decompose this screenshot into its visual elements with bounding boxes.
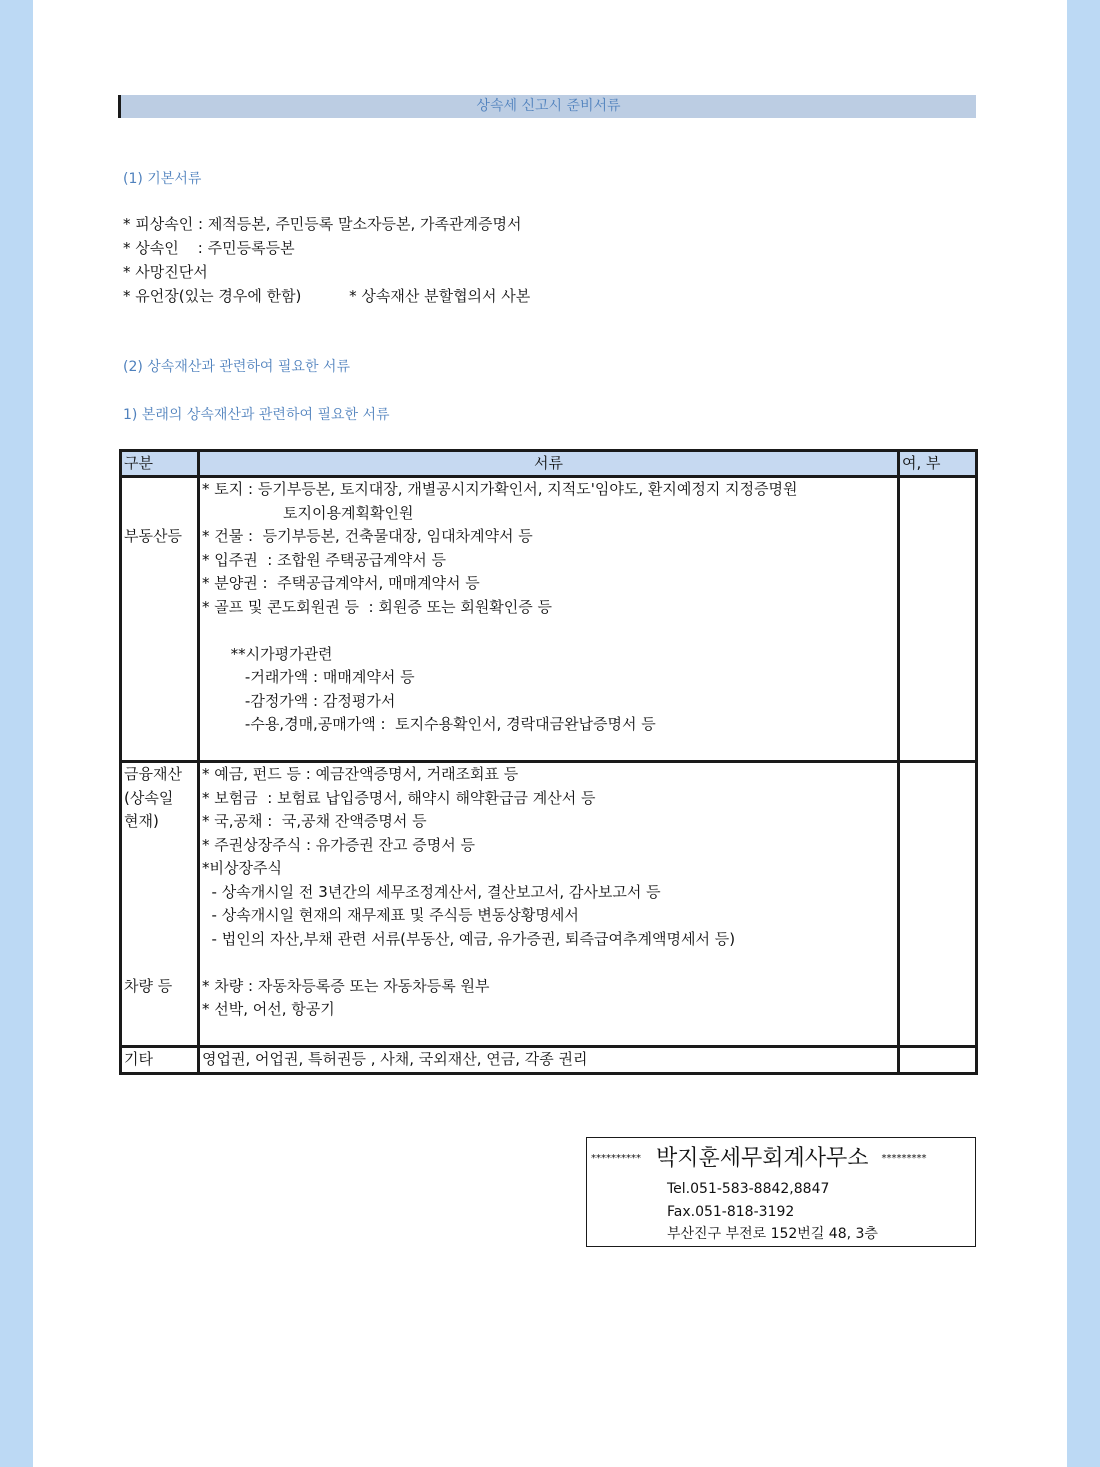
- office-tel: Tel.051-583-8842,8847: [667, 1181, 830, 1197]
- document-line: * 차량 : 자동차등록증 또는 자동차등록 원부: [202, 976, 490, 995]
- category-label: [124, 951, 195, 975]
- basic-document-item: * 유언장(있는 경우에 한함) * 상속재산 분할협의서 사본: [123, 287, 531, 305]
- section-basic-heading: (1) 기본서류: [123, 171, 202, 187]
- document-line: * 보험금 : 보험료 납입증명서, 해약시 해약환급금 계산서 등: [202, 788, 596, 807]
- documents-cell: [199, 1047, 899, 1074]
- category-label: [124, 881, 195, 905]
- table-row: [121, 762, 977, 1047]
- document-line: 토지이용계획확인원: [202, 503, 414, 522]
- category-label: 차량 등: [124, 976, 173, 995]
- document-line: * 선박, 어선, 항공기: [202, 1000, 335, 1018]
- checked-cell[interactable]: [899, 1047, 977, 1074]
- document-line: -수용,경매,공매가액 : 토지수용확인서, 경락대금완납증명서 등: [202, 715, 656, 733]
- category-label: [124, 857, 195, 881]
- document-line: * 건물 : 등기부등본, 건축물대장, 임대차계약서 등: [202, 527, 533, 545]
- stars-right: *********: [881, 1153, 927, 1164]
- category-label: 금융재산: [124, 765, 182, 783]
- document-line: - 상속개시일 전 3년간의 세무조정계산서, 결산보고서, 감사보고서 등: [202, 882, 661, 901]
- document-line: * 골프 및 콘도회원권 등 : 회원증 또는 회원확인증 등: [202, 597, 553, 616]
- table-header-row: [121, 451, 977, 477]
- contact-box: [586, 1137, 976, 1247]
- basic-document-item: * 상속인 : 주민등록등본: [123, 239, 295, 257]
- table-row: [121, 477, 977, 762]
- document-line: **시가평가관련: [202, 644, 333, 663]
- document-line: * 분양권 : 주택공급계약서, 매매계약서 등: [202, 574, 480, 592]
- documents-cell: [199, 762, 899, 1047]
- document-line: -거래가액 : 매매계약서 등: [202, 668, 415, 686]
- document-line: * 예금, 펀드 등 : 예금잔액증명서, 거래조회표 등: [202, 765, 519, 783]
- header-category: 구분: [121, 451, 199, 477]
- office-name: 박지훈세무회계사무소: [656, 1146, 869, 1171]
- document-line: * 주권상장주식 : 유가증권 잔고 증명서 등: [202, 835, 476, 854]
- category-label: [124, 834, 195, 858]
- documents-table: [119, 449, 978, 1075]
- category-label: (상속일: [124, 788, 174, 807]
- document-line: [202, 1022, 895, 1046]
- section-estate-heading: (2) 상속재산과 관련하여 필요한 서류: [123, 359, 350, 375]
- checked-cell[interactable]: [899, 762, 977, 1047]
- basic-document-item: * 피상속인 : 제적등본, 주민등록 말소자등본, 가족관계증명서: [123, 215, 522, 233]
- document-title: 상속세 신고시 준비서류: [118, 95, 976, 118]
- category-cell: [121, 762, 199, 1047]
- category-label: 부동산등: [124, 527, 182, 545]
- category-label: 현재): [124, 812, 159, 830]
- category-label: 기타: [124, 1050, 153, 1068]
- document-line: [202, 619, 895, 643]
- document-line: -감정가액 : 감정평가서: [202, 691, 396, 710]
- office-name-row: [591, 1144, 971, 1174]
- document-line: * 국,공채 : 국,공채 잔액증명서 등: [202, 812, 427, 830]
- basic-document-item: * 사망진단서: [123, 263, 208, 281]
- document-line: * 입주권 : 조합원 주택공급계약서 등: [202, 550, 447, 569]
- stars-left: **********: [591, 1153, 641, 1164]
- category-label: [124, 502, 195, 526]
- document-line: [202, 951, 895, 975]
- office-fax: Fax.051-818-3192: [667, 1204, 795, 1220]
- table-row: [121, 1047, 977, 1074]
- category-label: [124, 478, 195, 502]
- documents-cell: [199, 477, 899, 762]
- category-cell: [121, 477, 199, 762]
- header-documents: 서류: [199, 451, 899, 477]
- checked-cell[interactable]: [899, 477, 977, 762]
- basic-documents-list: [123, 212, 530, 308]
- category-cell: [121, 1047, 199, 1074]
- category-label: [124, 904, 195, 928]
- section-estate-subheading: 1) 본래의 상속재산과 관련하여 필요한 서류: [123, 407, 390, 423]
- category-label: [124, 928, 195, 952]
- document-line: *비상장주식: [202, 859, 282, 877]
- document-line: - 법인의 자산,부채 관련 서류(부동산, 예금, 유가증권, 퇴즉급여추계액명세서 등): [202, 929, 736, 948]
- document-line: 영업권, 어업권, 특허권등 , 사채, 국외재산, 연금, 각종 권리: [202, 1050, 588, 1068]
- document-line: - 상속개시일 현재의 재무제표 및 주식등 변동상황명세서: [202, 906, 579, 924]
- office-address: 부산진구 부전로 152번길 48, 3층: [667, 1226, 878, 1242]
- header-checked: 여, 부: [899, 451, 977, 477]
- document-line: [202, 737, 895, 761]
- document-line: * 토지 : 등기부등본, 토지대장, 개별공시지가확인서, 지적도'임야도, 환지예정지 지정증명원: [202, 480, 798, 498]
